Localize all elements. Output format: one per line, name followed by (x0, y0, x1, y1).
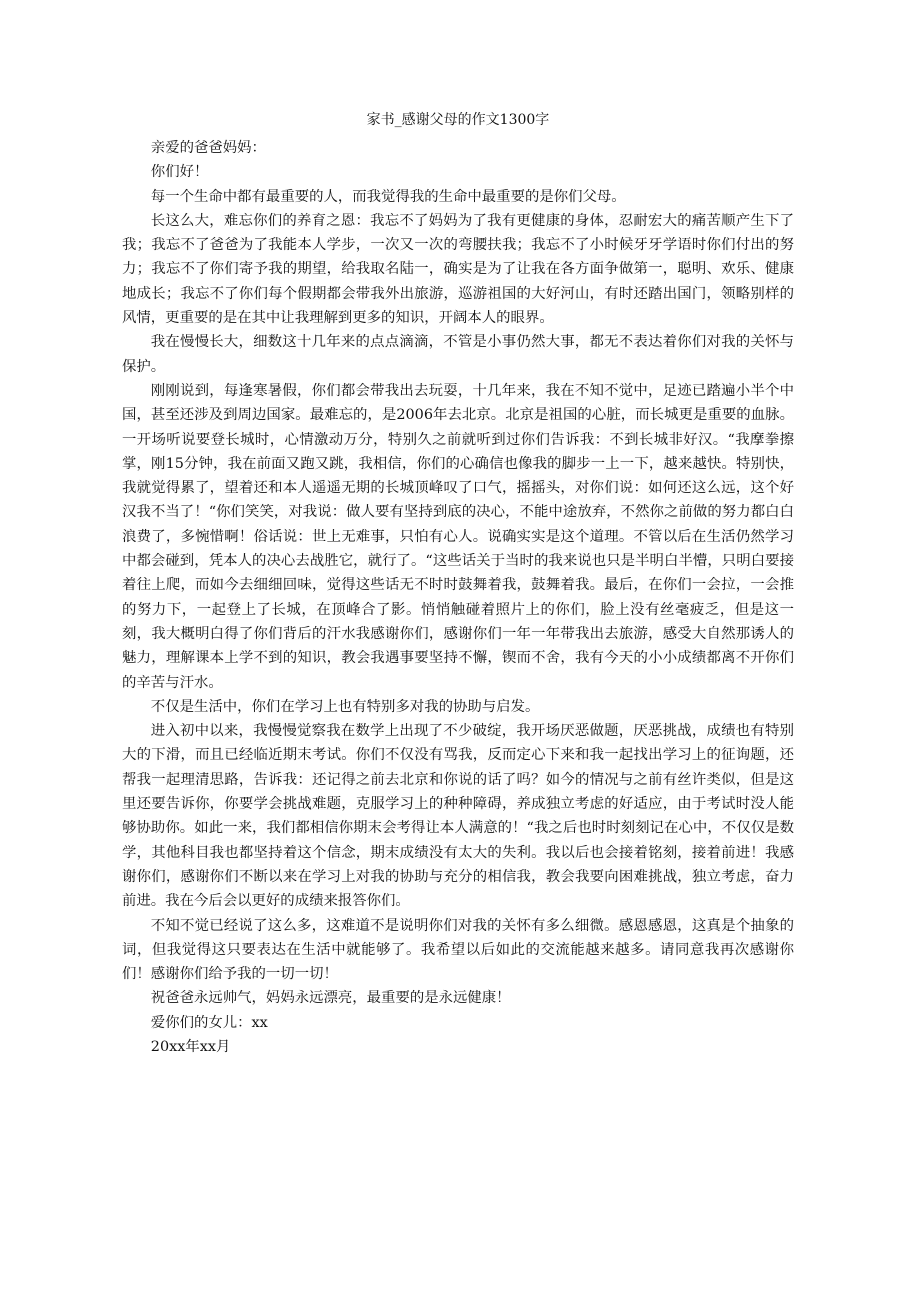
paragraph-study-help: 不仅是生活中，你们在学习上也有特别多对我的协助与启发。 (150, 698, 540, 715)
document-title: 家书_感谢父母的作文1300字 (366, 112, 550, 128)
document-page (122, 110, 794, 1059)
date-line: 20xx年xx月 (150, 1038, 231, 1055)
paragraph-great-wall: 刚刚说到，每逢寒暑假，你们都会带我出去玩耍，十几年来，我在不知不觉中，足迹已踏遍小半个中国，甚至还涉及到周边国家。最难忘的，是2006年去北京。北京是祖国的心脏，而长城更是重要的血脉。一开场听说要登长城时，心情激动万分，特别久之前就听到过你们告诉我：不到长城非好汉。“我摩拳擦掌，刚15分钟，我在前面又跑又跳，我相信，你们的心确信也像我的脚步一上一下，越来越快。特别快，我就觉得累了，望着还和本人遥遥无期的长城顶峰叹了口气，摇摇头，对你们说：如何还这么远，这个好汉我不当了！“你们笑笑，对我说：做人要有坚持到底的决心，不能中途放弃，不然你之前做的努力都白白浪费了，多惋惜啊！俗话说：世上无难事，只怕有心人。说确实实是这个道理。不管以后在生活仍然学习中都会碰到，凭本人的决心去战胜它，就行了。“这些话关于当时的我来说也只是半明白半懵，只明白要接着往上爬，而如今去细细回味，觉得这些话无不时时鼓舞着我，鼓舞着我。最后，在你们一会拉，一会推的努力下，一起登上了长城，在顶峰合了影。悄悄触碰着照片上的你们，脸上没有丝毫疲乏，但是这一刻，我大概明白得了你们背后的汗水我感谢你们，感谢你们一年一年带我出去旅游，感受大自然那诱人的魅力，理解课本上学不到的知识，教会我遇事要坚持不懈，锲而不舍，我有今天的小小成绩都离不开你们的辛苦与汗水。 (122, 382, 794, 691)
salutation: 亲爱的爸爸妈妈： (150, 140, 266, 156)
greeting: 你们好！ (150, 164, 209, 181)
paragraph-upbringing: 长这么大，难忘你们的养育之恩：我忘不了妈妈为了我有更健康的身体，忍耐宏大的痛苦顺产生下了我；我忘不了爸爸为了我能本人学步，一次又一次的弯腰扶我；我忘不了小时候牙牙学语时你们付出的努力；我忘不了你们寄予我的期望，给我取名陆一，确实是为了让我在各方面争做第一，聪明、欢乐、健康地成长；我忘不了你们每个假期都会带我外出旅游，巡游祖国的大好河山，有时还踏出国门，领略别样的风情，更重要的是在其中让我理解到更多的知识，开阔本人的眼界。 (122, 212, 794, 327)
paragraph-growing-up: 我在慢慢长大，细数这十几年来的点点滴滴，不管是小事仍然大事，都无不表达着你们对我的关怀与保护。 (122, 334, 794, 375)
paragraph-intro: 每一个生命中都有最重要的人，而我觉得我的生命中最重要的是你们父母。 (150, 188, 626, 205)
paragraph-gratitude: 不知不觉已经说了这么多，这难道不是说明你们对我的关怀有多么细微。感恩感恩，这真是个抽象的词，但我觉得这只要表达在生活中就能够了。我希望以后如此的交流能越来越多。请同意我再次感谢你们！感谢你们给予我的一切一切！ (122, 917, 794, 983)
signature: 爱你们的女儿：xx (150, 1014, 268, 1031)
paragraph-wishes: 祝爸爸永远帅气，妈妈永远漂亮，最重要的是永远健康！ (150, 990, 511, 1007)
paragraph-math: 进入初中以来，我慢慢觉察我在数学上出现了不少破绽，我开场厌恶做题，厌恶挑战，成绩也有特别大的下滑，而且已经临近期末考试。你们不仅没有骂我，反而定心下来和我一起找出学习上的征询题，还帮我一起理清思路，告诉我：还记得之前去北京和你说的话了吗？如今的情况与之前有丝许类似，但是这里还要告诉你，你要学会挑战难题，克服学习上的种种障碍，养成独立考虑的好适应，由于考试时没人能够协助你。如此一来，我们都相信你期末会考得让本人满意的！“我之后也时时刻刻记在心中，不仅仅是数学，其他科目我也都坚持着这个信念，期末成绩没有太大的失利。我以后也会接着铭刻，接着前进！我感谢你们，感谢你们不断以来在学习上对我的协助与充分的相信我，教会我要向困难挑战，独立考虑，奋力前进。我在今后会以更好的成绩来报答你们。 (122, 723, 794, 910)
